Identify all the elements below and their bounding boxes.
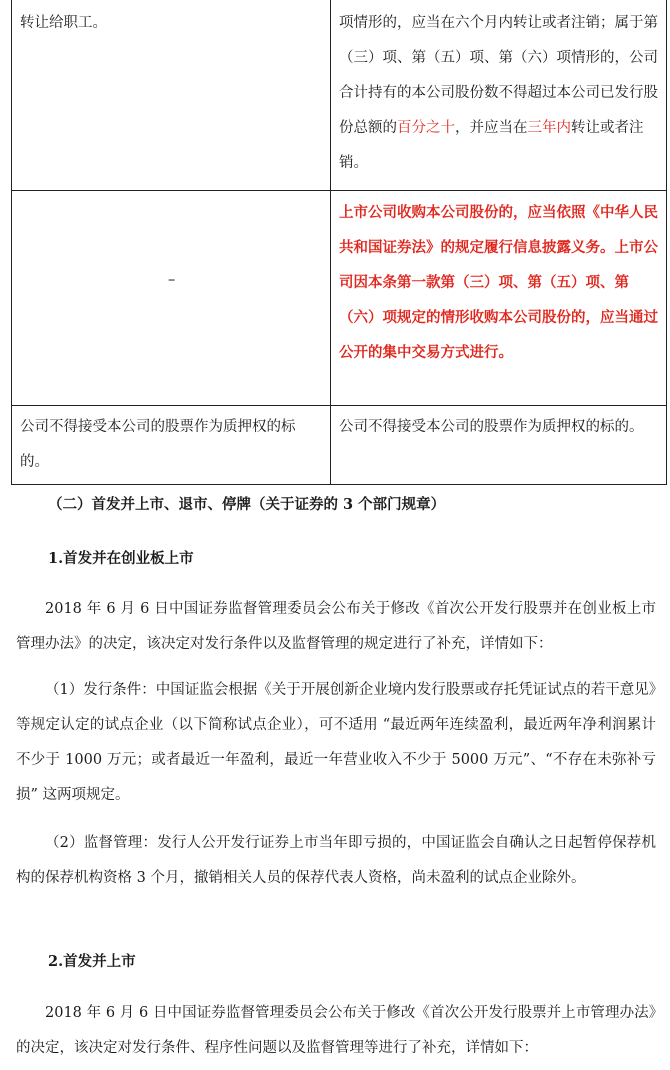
paragraph: （2）监督管理：发行人公开发行证券上市当年即亏损的，中国证监会自确认之日起暂停保荐机构的保荐机构资格 3 个月，撤销相关人员的保荐代表人资格，尚未盈利的试点企业除外。 (16, 835, 656, 886)
cell-text: 转让给职工。 (20, 15, 107, 31)
table-cell-new (331, 191, 667, 406)
cell-text: 转让或者注销。 (339, 120, 644, 171)
section-title: （二）首发并上市、退市、停牌（关于证券的 3 个部门规章） (48, 496, 446, 513)
cell-text: ，并应当在 (455, 120, 528, 136)
highlight-text: 三年内 (527, 120, 571, 136)
table-row (12, 0, 667, 191)
paragraph: 2018 年 6 月 6 日中国证券监督管理委员会公布关于修改《首次公开发行股票并上市管理办法》的决定，该决定对发行条件、程序性问题以及监督管理等进行了补充，详情如下： (16, 1005, 656, 1056)
table-cell-old (12, 191, 331, 406)
comparison-table (11, 0, 667, 485)
subsection-title: 2.首发并上市 (48, 953, 136, 970)
cell-text: 属于第（三）项、第（五）项、第（六）项情形的，公司合计持有的本公司股份数不得超过本公司已发行股份总额的 (339, 15, 658, 136)
table-row (12, 191, 667, 406)
cell-text: 项情形的，应当在六个月内转让或者注销； (339, 15, 615, 31)
table-cell-new (331, 406, 667, 485)
empty-marker: – (168, 272, 176, 288)
table-row (12, 406, 667, 485)
cell-text: 公司不得接受本公司的股票作为质押权的标的。 (20, 419, 296, 470)
paragraph: 2018 年 6 月 6 日中国证券监督管理委员会公布关于修改《首次公开发行股票并在创业板上市管理办法》的决定，该决定对发行条件以及监督管理的规定进行了补充，详情如下： (16, 601, 656, 652)
cell-text: 上市公司收购本公司股份的，应当依照《中华人民共和国证券法》的规定履行信息披露义务。上市公司因本条第一款第（三）项、第（五）项、第（六）项规定的情形收购本公司股份的，应当通过公开的集中交易方式进行。 (339, 204, 658, 361)
cell-text: 公司不得接受本公司的股票作为质押权的标的。 (339, 419, 644, 435)
highlight-text: 百分之十 (397, 120, 455, 136)
table-cell-new (331, 0, 667, 191)
paragraph: （1）发行条件：中国证监会根据《关于开展创新企业境内发行股票或存托凭证试点的若干意见》等规定认定的试点企业（以下简称试点企业），可不适用 “最近两年连续盈利，最近两年净利润累计不少于 1000 万元；或者最近一年盈利，最近一年营业收入不少于 5000 万元”、“不存在未弥补亏损” 这两项规定。 (16, 682, 656, 803)
table-cell-old (12, 406, 331, 485)
subsection-title: 1.首发并在创业板上市 (48, 550, 194, 567)
table-cell-old (12, 0, 331, 191)
